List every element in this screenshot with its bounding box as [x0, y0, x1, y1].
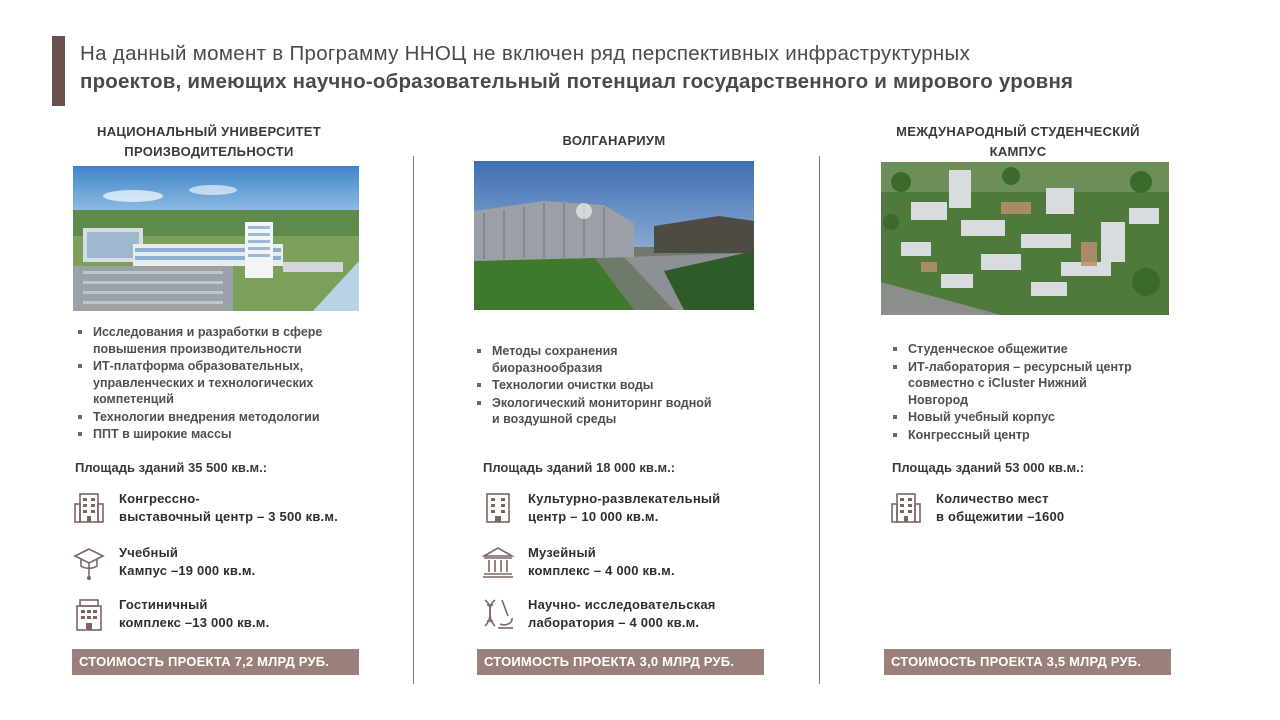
volganarium-photo	[474, 161, 754, 310]
campus-aerial-photo	[881, 162, 1169, 315]
list-item: Исследования и разработки в сфере повышения производительности	[75, 324, 375, 357]
project-cost-badge: СТОИМОСТЬ ПРОЕКТА 3,0 МЛРД РУБ.	[477, 649, 764, 675]
heading-line: ПРОИЗВОДИТЕЛЬНОСТИ	[124, 144, 294, 159]
stat-item: Культурно-развлекательный центр – 10 000 кв.м.	[482, 490, 720, 526]
project-cost-badge: СТОИМОСТЬ ПРОЕКТА 7,2 МЛРД РУБ.	[72, 649, 359, 675]
office-building-icon	[890, 490, 922, 526]
heading-line: ВОЛГАНАРИУМ	[562, 133, 666, 148]
list-item: ИТ-платформа образовательных, управленческих и технологических компетенций	[75, 358, 375, 408]
column-heading	[66, 122, 352, 162]
hotel-icon	[73, 596, 105, 632]
office-building-icon	[482, 490, 514, 526]
heading-line: НАЦИОНАЛЬНЫЙ УНИВЕРСИТЕТ	[97, 124, 321, 139]
stat-item: Музейный комплекс – 4 000 кв.м.	[482, 544, 675, 580]
graduation-cap-icon	[73, 544, 105, 580]
building-area: Площадь зданий 18 000 кв.м.:	[483, 460, 676, 475]
list-item: Технологии очистки воды	[474, 377, 764, 394]
list-item: ППТ в широкие массы	[75, 426, 375, 443]
stat-item: Учебный Кампус –19 000 кв.м.	[73, 544, 255, 580]
page-title	[80, 40, 1260, 96]
column-heading	[474, 131, 754, 151]
feature-list	[474, 343, 764, 429]
stat-item: Гостиничный комплекс –13 000 кв.м.	[73, 596, 269, 632]
feature-list	[75, 324, 375, 444]
list-item: Студенческое общежитие	[890, 341, 1180, 358]
office-building-icon	[73, 490, 105, 526]
university-photo	[73, 166, 359, 311]
list-item: Конгрессный центр	[890, 427, 1180, 444]
project-cost-badge: СТОИМОСТЬ ПРОЕКТА 3,5 МЛРД РУБ.	[884, 649, 1171, 675]
museum-icon	[482, 544, 514, 580]
title-line-1: На данный момент в Программу ННОЦ не включен ряд перспективных инфраструктурных	[80, 42, 971, 65]
stat-item: Конгрессно- выставочный центр – 3 500 кв.м.	[73, 490, 338, 526]
column-divider	[819, 156, 820, 684]
list-item: Методы сохранения биоразнообразия	[474, 343, 764, 376]
title-accent-bar	[52, 36, 65, 106]
building-area: Площадь зданий 53 000 кв.м.:	[892, 460, 1085, 475]
building-area: Площадь зданий 35 500 кв.м.:	[75, 460, 268, 475]
list-item: Экологический мониторинг водной и воздушной среды	[474, 395, 764, 428]
list-item: Новый учебный корпус	[890, 409, 1180, 426]
list-item: Технологии внедрения методологии	[75, 409, 375, 426]
dna-microscope-icon	[482, 596, 514, 632]
column-heading	[870, 122, 1166, 162]
stat-item: Научно- исследовательская лаборатория – 4 000 кв.м.	[482, 596, 716, 632]
heading-line: МЕЖДУНАРОДНЫЙ СТУДЕНЧЕСКИЙ	[896, 124, 1140, 139]
feature-list	[890, 341, 1180, 444]
heading-line: КАМПУС	[989, 144, 1047, 159]
column-divider	[413, 156, 414, 684]
title-line-2: проектов, имеющих научно-образовательный потенциал государственного и мирового уровня	[80, 70, 1074, 93]
stat-item: Количество мест в общежитии –1600	[890, 490, 1064, 526]
list-item: ИТ-лаборатория – ресурсный центр совместно с iCluster Нижний Новгород	[890, 359, 1180, 409]
